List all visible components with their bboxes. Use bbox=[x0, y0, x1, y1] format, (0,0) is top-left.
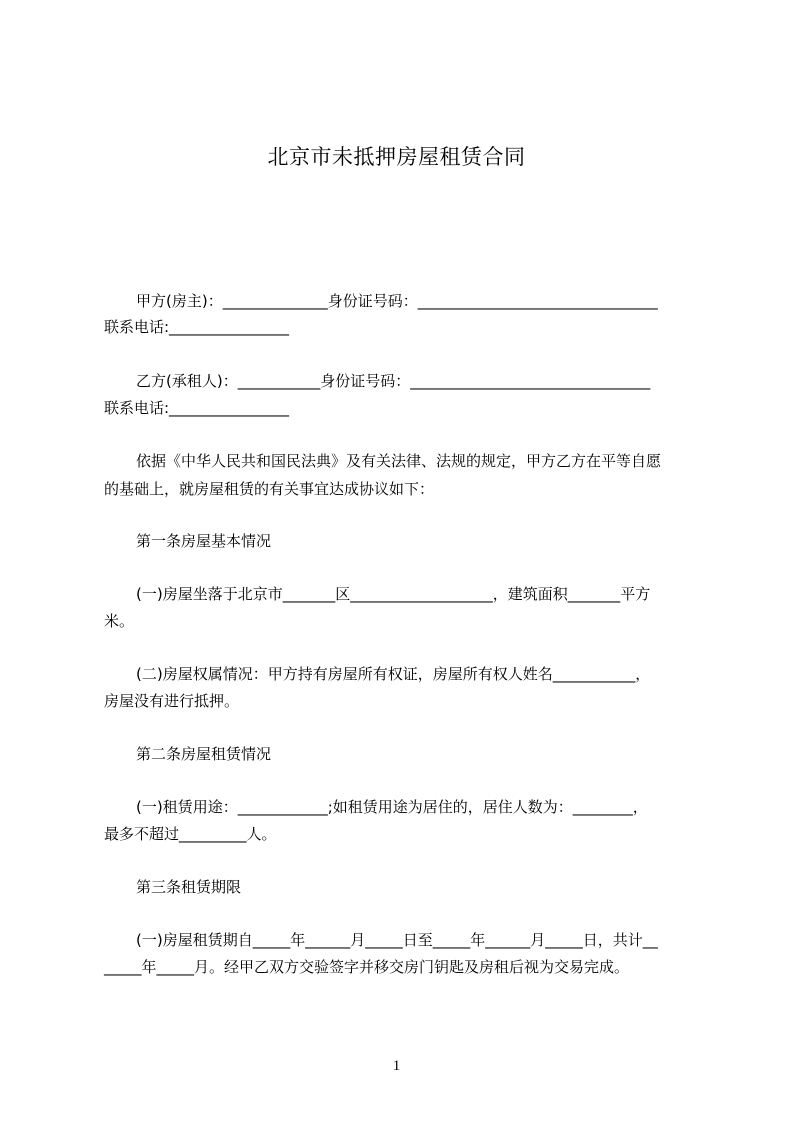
article-3-item-1-line-1: (一)房屋租赁期自_____年______月_____日至_____年______月_____日，共计__ bbox=[136, 931, 658, 949]
article-1-item-1-line-1: (一)房屋坐落于北京市_______区___________________，建筑面积_______平方 bbox=[136, 585, 651, 603]
party-b-id-line: 乙方(承租人)：___________身份证号码：________________________________ bbox=[136, 372, 651, 390]
article-1-item-2-line-1: (二)房屋权属情况：甲方持有房屋所有权证，房屋所有权人姓名___________， bbox=[136, 665, 651, 683]
party-b-phone-line: 联系电话:________________ bbox=[104, 399, 290, 417]
document-title: 北京市未抵押房屋租赁合同 bbox=[267, 145, 526, 169]
article-1-item-1-line-2: 米。 bbox=[104, 612, 135, 630]
preamble-line-2: 的基础上，就房屋租赁的有关事宜达成协议如下： bbox=[104, 480, 435, 498]
page-number: 1 bbox=[392, 1058, 401, 1074]
article-1-item-2-line-2: 房屋没有进行抵押。 bbox=[104, 692, 240, 710]
article-2-item-1-line-2: 最多不超过_________人。 bbox=[104, 825, 277, 843]
article-3-item-1-line-2: _____年_____月。经甲乙双方交验签字并移交房门钥匙及房租后视为交易完成。 bbox=[104, 958, 630, 976]
preamble-line-1: 依据《中华人民共和国民法典》及有关法律、法规的规定，甲方乙方在平等自愿 bbox=[136, 452, 662, 470]
article-1-heading: 第一条房屋基本情况 bbox=[136, 532, 272, 550]
article-2-item-1-line-1: (一)租赁用途：____________;如租赁用途为居住的，居住人数为：________， bbox=[136, 798, 648, 816]
article-3-heading: 第三条租赁期限 bbox=[136, 878, 242, 896]
party-a-id-line: 甲方(房主)：______________身份证号码：________________________________ bbox=[136, 292, 658, 310]
party-a-phone-line: 联系电话:________________ bbox=[104, 318, 290, 336]
article-2-heading: 第二条房屋租赁情况 bbox=[136, 745, 272, 763]
